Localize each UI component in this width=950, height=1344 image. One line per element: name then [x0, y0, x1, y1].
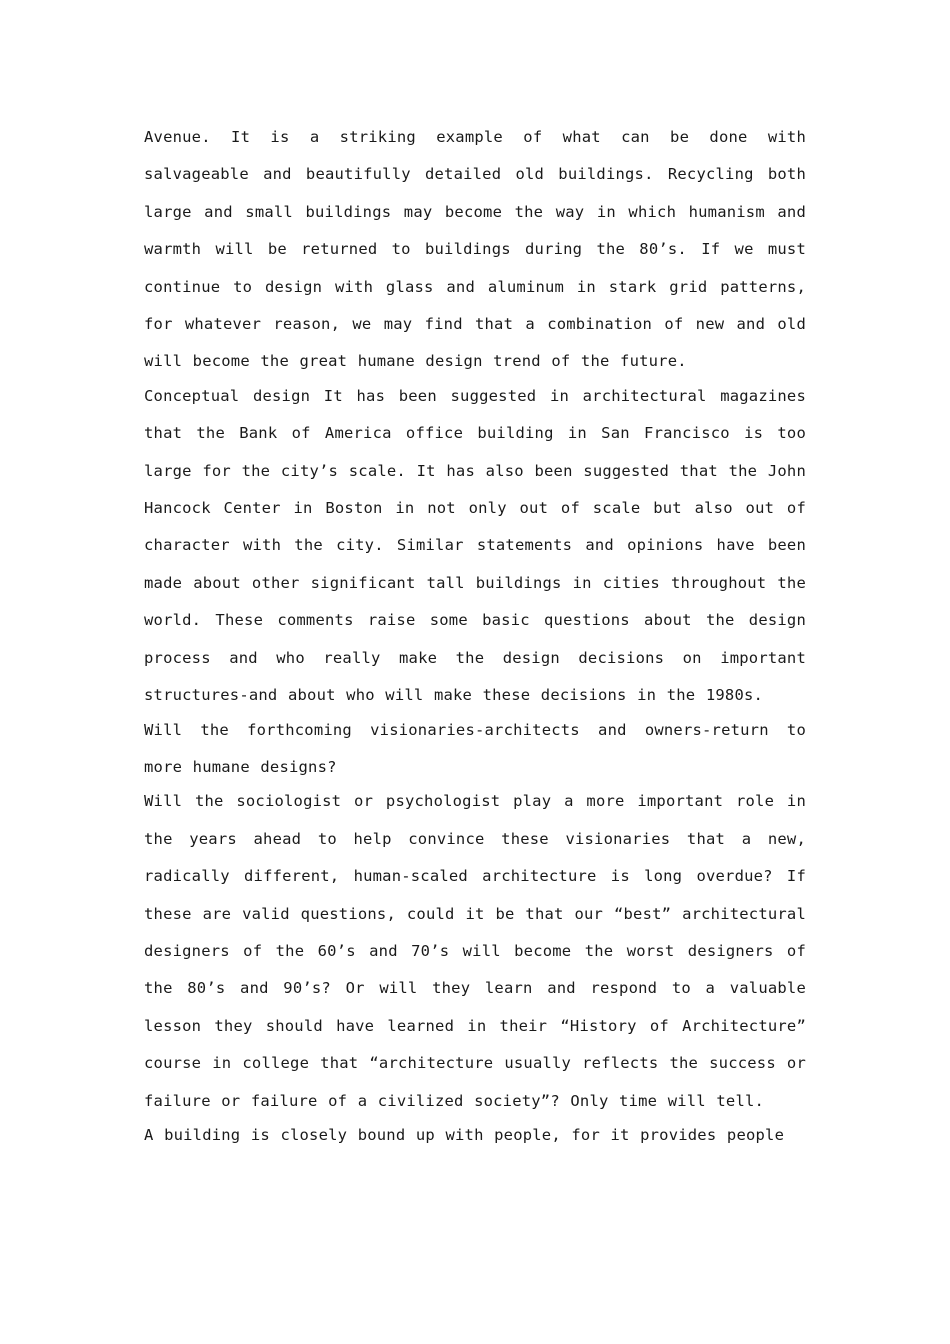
- paragraph-conceptual-design: Conceptual design It has been suggested in architectural magazines that the Bank of America office building in San Francisco is too large for the city’s scale. It has also been suggested that the John Hancock Center in Boston in not only out of scale but also out of character with the city. Similar statements and opinions have been made about other significant tall buildings in cities throughout the world. These comments raise some basic questions about the design process and who really make the design decisions on important structures-and about who will make these decisions in the 1980s.: [144, 386, 806, 705]
- paragraph-recycling: Avenue. It is a striking example of what can be done with salvageable and beautifully detailed old buildings. Recycling both large and small buildings may become the way in which humanism and warmth will be returned to buildings during the 80’s. If we must continue to design with glass and aluminum in stark grid patterns, for whatever reason, we may find that a combination of new and old will become the great humane design trend of the future.: [144, 128, 806, 371]
- paragraph-sociologist-question: Will the sociologist or psychologist play a more important role in the years ahead to help convince these visionaries that a new, radically different, human-scaled architecture is long overdue? If these are valid questions, could it be that our “best” architectural designers of the 60’s and 70’s will become the worst designers of the 80’s and 90’s? Or will they learn and respond to a valuable lesson they should have learned in their “History of Architecture” course in college that “architecture usually reflects the success or failure or failure of a civilized society”? Only time will tell.: [144, 792, 806, 1110]
- document-body: [144, 119, 806, 1151]
- paragraph-building-people: A building is closely bound up with people, for it provides people: [144, 1125, 785, 1144]
- paragraph-visionaries-question: Will the forthcoming visionaries-architects and owners-return to more humane designs?: [144, 720, 806, 776]
